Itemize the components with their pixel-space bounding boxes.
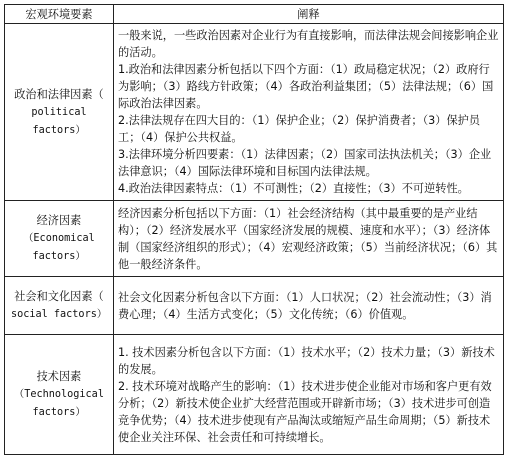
explanation-cell-technological	[114, 335, 504, 455]
table-row-technological	[5, 335, 504, 455]
factor-name-en: political factors）	[31, 106, 87, 136]
factor-cell-technological	[5, 335, 114, 455]
table-row-political	[5, 24, 504, 201]
explanation-paragraph: 4.政治法律因素特点：（1）不可测性；（2）直接性；（3）不可逆转性。	[118, 182, 469, 195]
factor-cell-economic	[5, 201, 114, 277]
header-factor: 宏观环境要素	[5, 5, 114, 24]
header-row	[5, 5, 504, 24]
table-row-social	[5, 277, 504, 335]
factor-name-cn: 经济因素	[36, 214, 82, 227]
explanation-paragraph: 2. 技术环境对战略产生的影响：（1）技术进步使企业能对市场和客户更有效分析；（2）新技术使企业扩大经营范围或开辟新市场；（3）技术进步可创造竞争优势；（4）技术进步使现有产品淘汰或缩短产品生命周期；（5）新技术使企业关注环保、社会责任和可持续增长。	[118, 379, 492, 444]
factor-name-en: （Economical factors）	[23, 233, 95, 262]
explanation-cell-social	[114, 277, 504, 335]
explanation-paragraph: 社会文化因素分析包含以下方面：（1）人口状况；（2）社会流动性；（3）消费心理；（4）生活方式变化；（5）文化传统；（6）价值观。	[118, 290, 492, 321]
factor-cell-social	[5, 277, 114, 335]
explanation-paragraph: 1.政治和法律因素分析包括以下四个方面：（1）政局稳定状况；（2）政府行为影响；（3）路线方针政策；（4）各政治利益集团；（5）法律法规；（6）国际政治法律因素。	[118, 63, 494, 110]
macro-environment-table	[4, 4, 504, 455]
factor-name-cn: 社会和文化因素（	[14, 290, 104, 303]
factor-cell-political	[5, 24, 114, 201]
factor-name-en: （Technological factors）	[14, 389, 104, 418]
table-container	[4, 4, 503, 455]
factor-name-cn: 政治和法律因素（	[14, 87, 104, 101]
explanation-paragraph: 1. 技术因素分析包含以下方面：（1）技术水平；（2）技术力量；（3）新技术的发展。	[118, 345, 495, 376]
header-explanation: 阐释	[114, 5, 504, 24]
factor-name-cn: 技术因素	[36, 370, 82, 383]
factor-name-en: social factors）	[10, 309, 108, 320]
explanation-paragraph: 3.法律环境分析四要素：（1）法律因素；（2）国家司法执法机关；（3）企业法律意识；（4）国际法律环境和目标国内法律法规。	[118, 148, 492, 178]
explanation-paragraph: 2.法律法规存在四大目的：（1）保护企业；（2）保护消费者；（3）保护员工；（4）保护公共权益。	[118, 114, 481, 144]
explanation-paragraph: 经济因素分析包括以下方面：（1）社会经济结构（其中最重要的是产业结构）；（2）经济发展水平（国家经济发展的规模、速度和水平）；（3）经济体制（国家经济组织的形式）；（4）宏观经济政策；（5）当前经济状况；（6）其他一般经济条件。	[118, 206, 498, 271]
table-row-economic	[5, 201, 504, 277]
explanation-cell-political	[114, 24, 504, 201]
explanation-cell-economic	[114, 201, 504, 277]
explanation-paragraph: 一般来说，一些政治因素对企业行为有直接影响，而法律法规会间接影响企业的活动。	[118, 29, 499, 59]
